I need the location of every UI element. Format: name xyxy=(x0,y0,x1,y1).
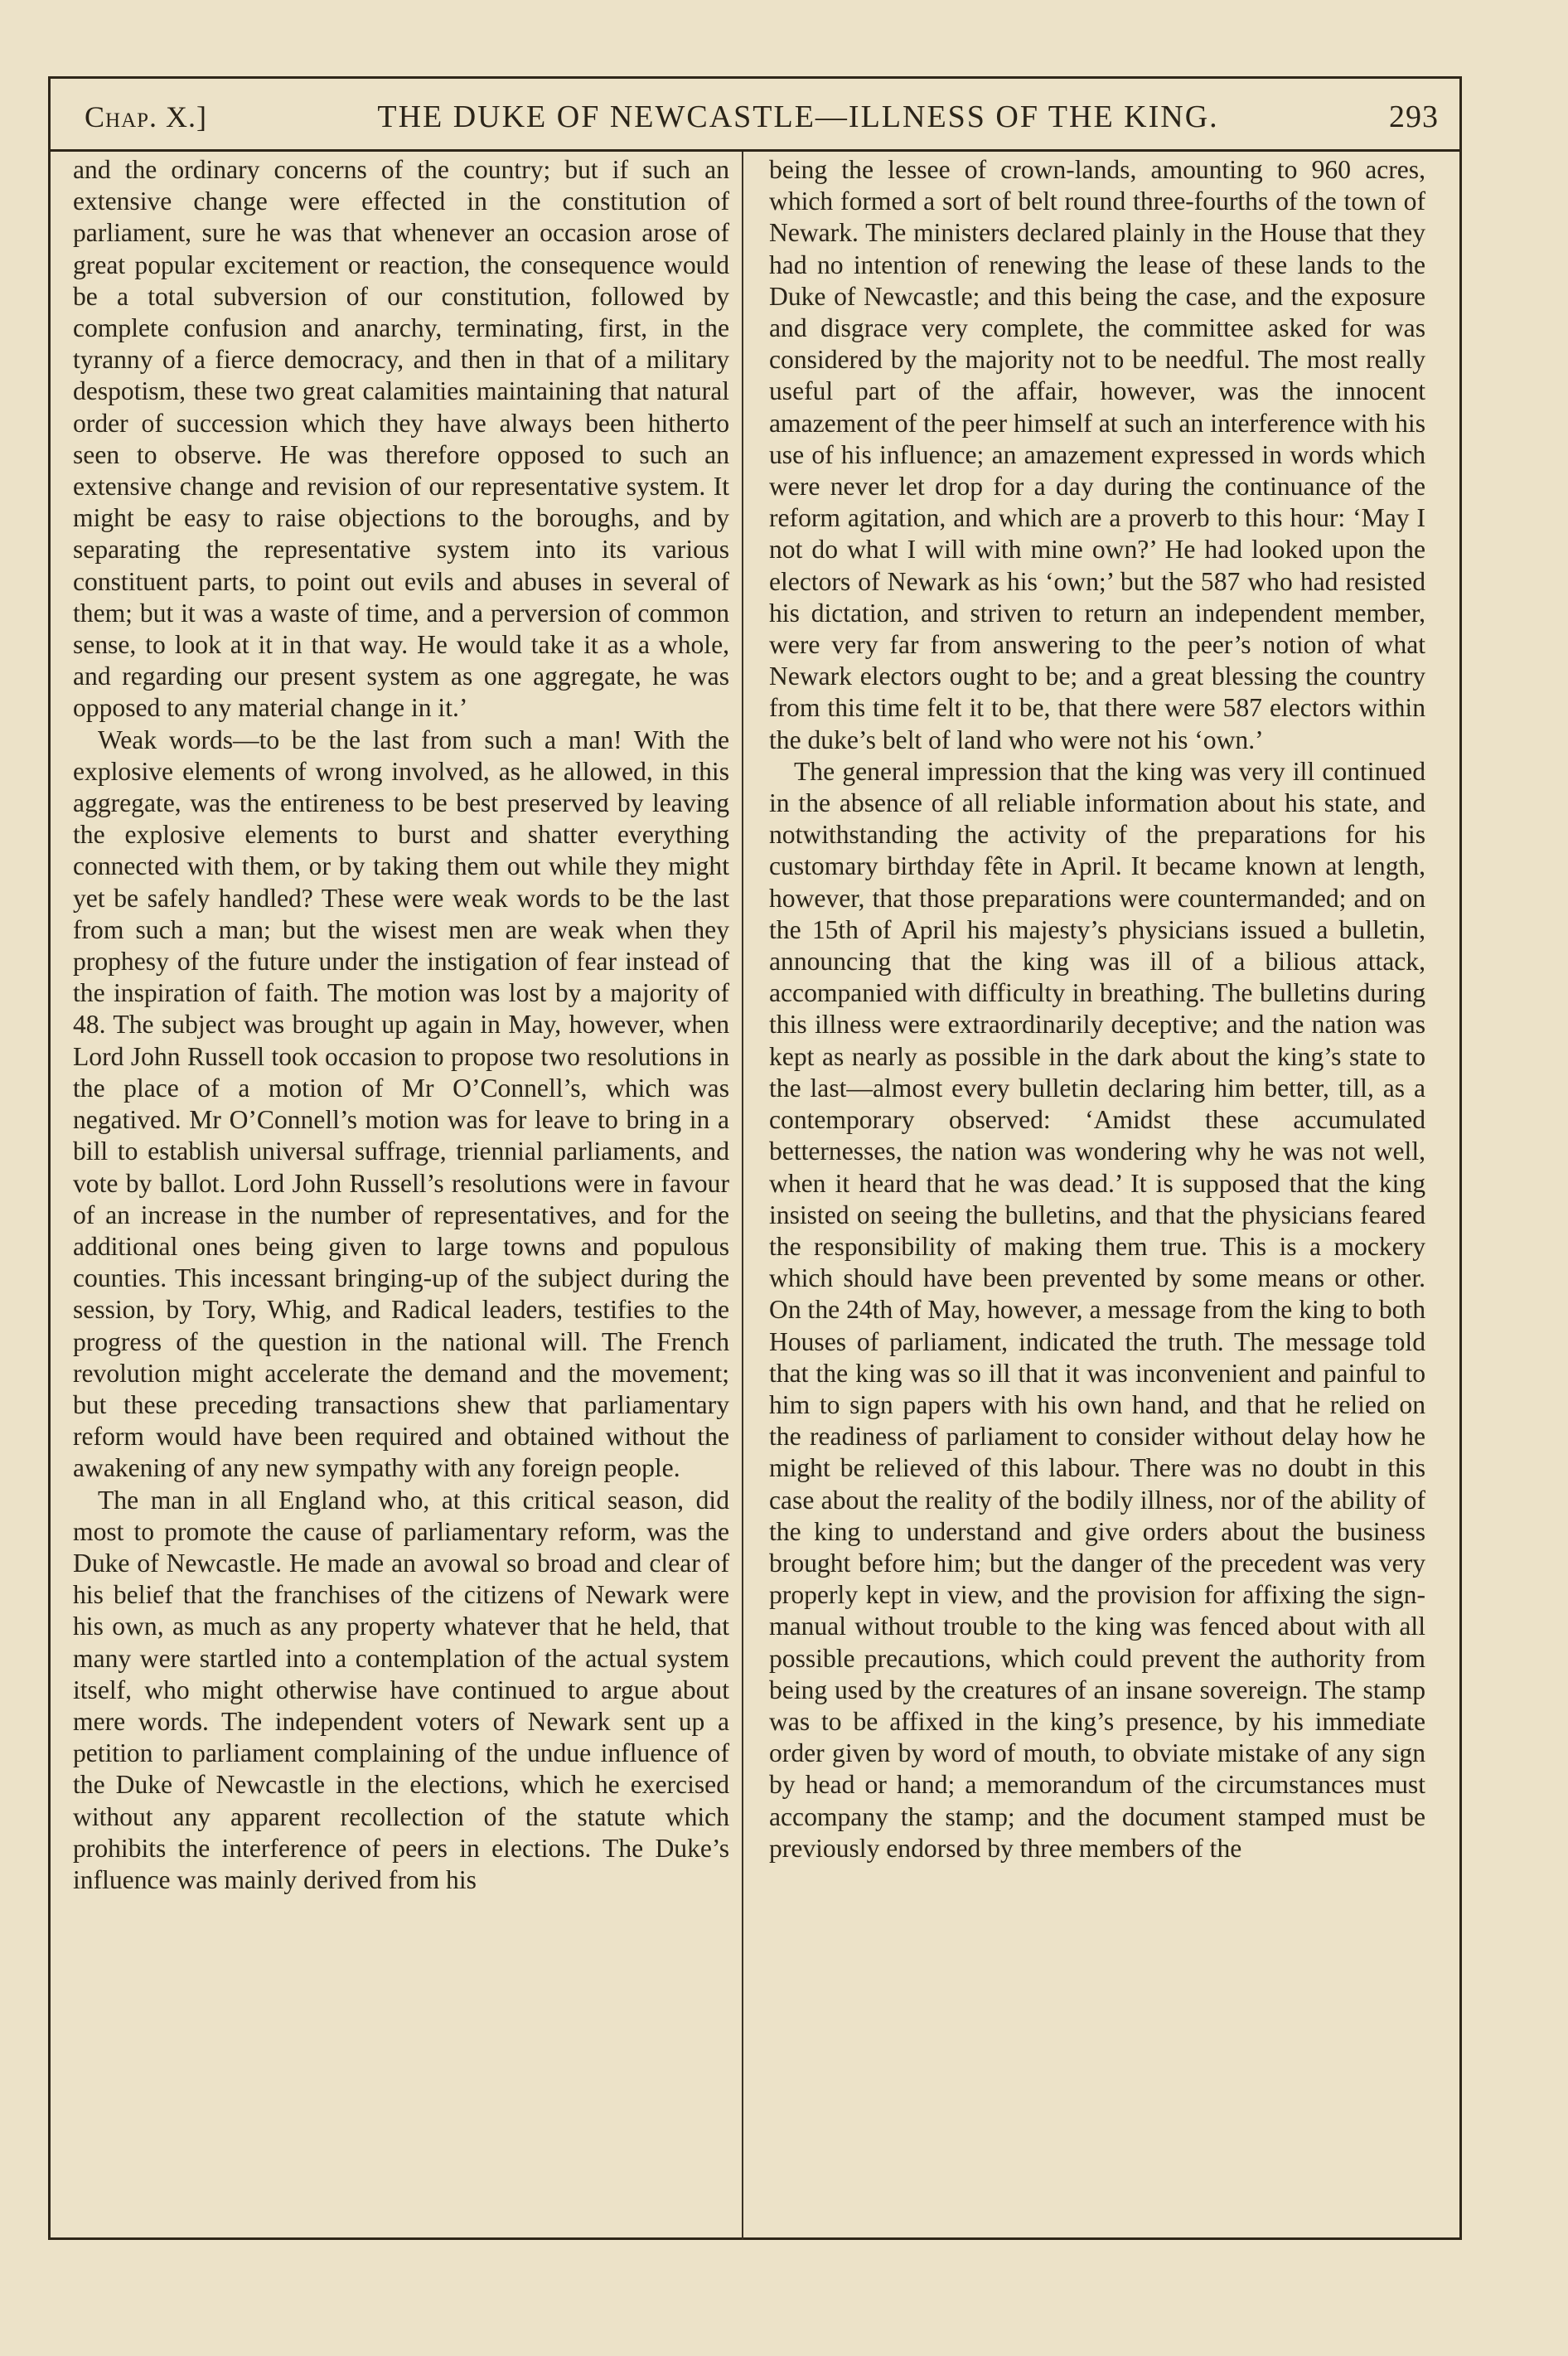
right-column xyxy=(769,154,1425,1864)
paragraph: and the ordinary concerns of the country; but if such an extensive change were effected in the constitution of parliament, sure he was that whenever an occasion arose of great popular excitement or reaction, the consequence would be a total subversion of our constitution, followed by complete confusion and anarchy, terminating, first, in the tyranny of a fierce democracy, and then in that of a military despotism, these two great calamities maintaining that natural order of succession which they have always been hitherto seen to observe. He was therefore opposed to such an extensive change and revision of our representative system. It might be easy to raise objections to the boroughs, and by separating the representative system into its various constituent parts, to point out evils and abuses in several of them; but it was a waste of time, and a perversion of common sense, to look at it in that way. He would take it as a whole, and regarding our present system as one aggregate, he was opposed to any material change in it.’ xyxy=(73,155,729,723)
paragraph: Weak words—to be the last from such a man! With the explosive elements of wrong involved, as he allowed, in this aggregate, was the entireness to be best preserved by leaving the explosive elements to burst and shatter everything connected with them, or by taking them out while they might yet be safely handled? These were weak words to be the last from such a man; but the wisest men are weak when they prophesy of the future under the instigation of fear instead of the inspiration of faith. The motion was lost by a majority of 48. The subject was brought up again in May, however, when Lord John Russell took occasion to propose two resolutions in the place of a motion of Mr O’Connell’s, which was negatived. Mr O’Connell’s motion was for leave to bring in a bill to establish universal suffrage, triennial parliaments, and vote by ballot. Lord John Russell’s resolutions were in favour of an increase in the number of representatives, and for the additional ones being given to large towns and populous counties. This incessant bringing-up of the subject during the session, by Tory, Whig, and Radical leaders, testifies to the progress of the question in the national will. The French revolution might accelerate the demand and the movement; but these preceding transactions shew that parliamentary reform would have been required and obtained without the awakening of any new sympathy with any foreign people. xyxy=(73,725,729,1483)
running-title: THE DUKE OF NEWCASTLE—ILLNESS OF THE KING. xyxy=(377,99,1219,134)
paragraph: being the lessee of crown-lands, amounting to 960 acres, which formed a sort of belt round three-fourths of the town of Newark. The ministers declared plainly in the House that they had no intention of renewing the lease of these lands to the Duke of Newcastle; and this being the case, and the exposure and disgrace very complete, the committee asked for was considered by the majority not to be needful. The most really useful part of the affair, however, was the innocent amazement of the peer himself at such an interference with his use of his influence; an amazement expressed in words which were never let drop for a day during the continuance of the reform agitation, and which are a proverb to this hour: ‘May I not do what I will with mine own?’ He had looked upon the electors of Newark as his ‘own;’ but the 587 who had resisted his dictation, and striven to return an independent member, were very far from answering to the peer’s notion of what Newark electors ought to be; and a great blessing the country from this time felt it to be, that there were 587 electors within the duke’s belt of land who were not his ‘own.’ xyxy=(769,155,1425,754)
header-rule xyxy=(48,149,1462,152)
column-divider xyxy=(742,152,743,2240)
chapter-label: Chap. X.] xyxy=(85,100,208,133)
paragraph: The general impression that the king was very ill continued in the absence of all reliable information about his state, and notwithstanding the activity of the preparations for his customary birthday fête in April. It became known at length, however, that those preparations were countermanded; and on the 15th of April his majesty’s physicians issued a bulletin, announcing that the king was ill of a bilious attack, accompanied with difficulty in breathing. The bulletins during this illness were extraordinarily deceptive; and the nation was kept as nearly as possible in the dark about the king’s state to the last—almost every bulletin declaring him better, till, as a contemporary observed: ‘Amidst these accumulated betternesses, the nation was wondering why he was not well, when it heard that he was dead.’ It is supposed that the king insisted on seeing the bulletins, and that the physicians feared the responsibility of making them true. This is a mockery which should have been prevented by some means or other. On the 24th of May, however, a message from the king to both Houses of parliament, indicated the truth. The message told that the king was so ill that it was inconvenient and painful to him to sign papers with his own hand, and that he relied on the readiness of parliament to consider without delay how he might be relieved of this labour. There was no doubt in this case about the reality of the bodily illness, nor of the ability of the king to understand and give orders about the business brought before him; but the danger of the precedent was very properly kept in view, and the provision for affixing the sign-manual without trouble to the king was fenced about with all possible precautions, which could prevent the authority from being used by the creatures of an insane sovereign. The stamp was to be affixed in the king’s presence, by his immediate order given by word of mouth, to obviate mistake of any sign by head or hand; a memorandum of the circumstances must accompany the stamp; and the document stamped must be previously endorsed by three members of the xyxy=(769,756,1425,1863)
running-header xyxy=(48,83,1462,151)
page-number: 293 xyxy=(1389,99,1439,134)
left-column xyxy=(73,154,729,1896)
paragraph: The man in all England who, at this critical season, did most to promote the cause of parliamentary reform, was the Duke of Newcastle. He made an avowal so broad and clear of his belief that the franchises of the citizens of Newark were his own, as much as any property whatever that he held, that many were startled into a contemplation of the actual system itself, who might otherwise have continued to argue about mere words. The independent voters of Newark sent up a petition to parliament complaining of the undue influence of the Duke of Newcastle in the elections, which he exercised without any apparent recollection of the statute which prohibits the interference of peers in elections. The Duke’s influence was mainly derived from his xyxy=(73,1485,729,1894)
